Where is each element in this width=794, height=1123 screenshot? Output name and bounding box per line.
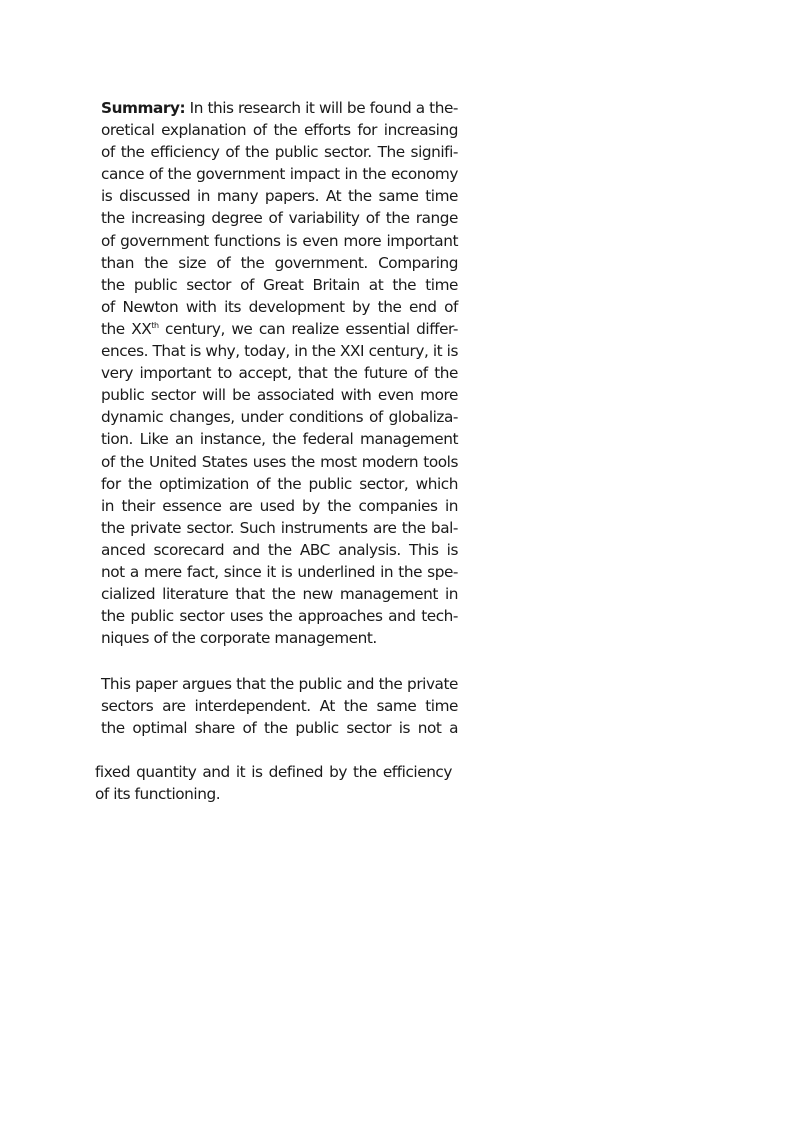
summary-line-4: cance of the government impact in the economy bbox=[101, 165, 458, 184]
argues-line-1: This paper argues that the public and the private bbox=[101, 675, 458, 693]
summary-line-9: the public sector of Great Britain at the time bbox=[101, 275, 458, 294]
summary-line-3: of the efficiency of the public sector. The signifi- bbox=[101, 143, 458, 162]
summary-line-11-post: century, we can realize essential differ- bbox=[158, 319, 458, 338]
summary-line-14: public sector will be associated with even more bbox=[101, 386, 458, 405]
summary-line-11-pre: the XX bbox=[101, 319, 152, 338]
argues-line-3: the optimal share of the public sector is not a bbox=[101, 719, 458, 738]
summary-line-25: niques of the corporate management. bbox=[101, 629, 377, 648]
summary-line-10: of Newton with its development by the end of bbox=[101, 297, 458, 316]
summary-line-20: the private sector. Such instruments are the bal- bbox=[101, 518, 458, 537]
summary-line-21: anced scorecard and the ABC analysis. This is bbox=[101, 540, 458, 559]
summary-line-19: in their essence are used by the companies in bbox=[101, 496, 458, 515]
argues-paragraph bbox=[101, 673, 458, 739]
summary-line-1 bbox=[101, 97, 458, 119]
summary-line-12: ences. That is why, today, in the XXI century, it is bbox=[101, 342, 458, 361]
summary-line-18: for the optimization of the public sector, which bbox=[101, 474, 458, 493]
summary-line-7: of government functions is even more important bbox=[101, 231, 458, 250]
summary-label: Summary: bbox=[101, 99, 186, 117]
superscript-th: th bbox=[151, 320, 159, 330]
summary-line-6: the increasing degree of variability of the range bbox=[101, 209, 458, 228]
continuation-line-2: of its functioning. bbox=[95, 785, 221, 804]
continuation-paragraph bbox=[95, 761, 452, 805]
argues-line-2: sectors are interdependent. At the same time bbox=[101, 697, 458, 716]
summary-line-23: cialized literature that the new management in bbox=[101, 585, 458, 604]
summary-line-11 bbox=[101, 318, 458, 340]
summary-line-15: dynamic changes, under conditions of globaliza- bbox=[101, 408, 458, 427]
summary-line-13: very important to accept, that the future of the bbox=[101, 364, 458, 383]
summary-line-1-text: In this research it will be found a the- bbox=[185, 99, 458, 117]
summary-line-22: not a mere fact, since it is underlined in the spe- bbox=[101, 562, 458, 581]
summary-paragraph bbox=[101, 97, 458, 649]
continuation-line-1: fixed quantity and it is defined by the efficiency bbox=[95, 763, 452, 781]
summary-line-16: tion. Like an instance, the federal management bbox=[101, 430, 458, 449]
summary-line-2: oretical explanation of the efforts for increasing bbox=[101, 121, 458, 140]
summary-line-24: the public sector uses the approaches and tech- bbox=[101, 607, 458, 626]
summary-line-8: than the size of the government. Comparing bbox=[101, 253, 458, 272]
summary-line-17: of the United States uses the most modern tools bbox=[101, 452, 458, 471]
summary-line-5: is discussed in many papers. At the same time bbox=[101, 187, 458, 206]
